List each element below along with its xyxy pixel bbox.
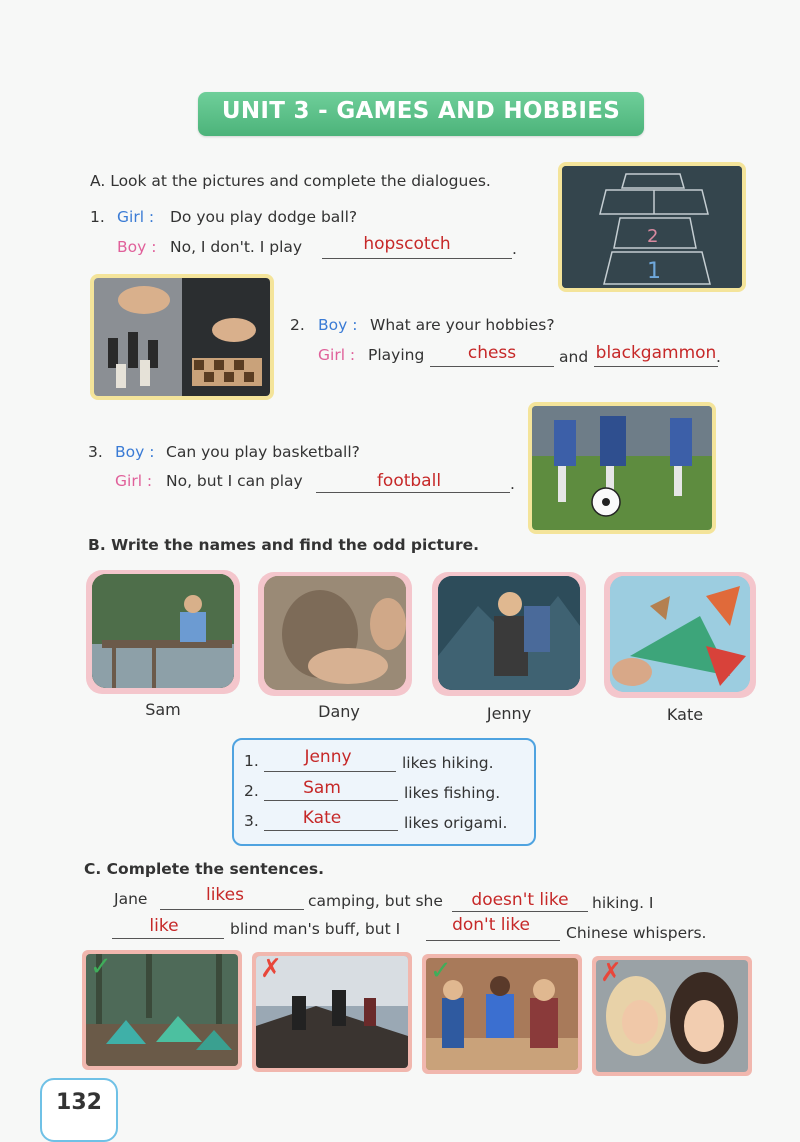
q3-number: 3. — [88, 443, 103, 461]
section-b-text: Write the names and find the odd picture. — [111, 536, 480, 554]
c-s1-line-1 — [160, 909, 304, 910]
q3-blank-line — [316, 492, 510, 493]
q1-blank-line — [322, 258, 512, 259]
section-a-text: Look at the pictures and complete the dialogues. — [110, 172, 491, 190]
page-number-badge — [40, 1078, 118, 1142]
c-s2-line-1 — [112, 938, 224, 939]
section-a-instruction — [90, 172, 491, 190]
b-item-3-text: likes origami. — [404, 814, 508, 832]
q1-question: Do you play dodge ball? — [170, 208, 358, 226]
page-number: 132 — [56, 1090, 102, 1115]
section-c-text: Complete the sentences. — [106, 860, 324, 878]
svg-text:1: 1 — [647, 259, 661, 284]
q1-period: . — [512, 240, 517, 258]
football-drawing — [532, 406, 712, 530]
b-item-2-line — [264, 800, 398, 801]
c-s2-answer-2: don't like — [452, 915, 530, 935]
c-s2-line-2 — [426, 940, 560, 941]
c-s1-line-2 — [452, 911, 588, 912]
hiking-drawing — [438, 576, 580, 690]
q1-speaker-girl: Girl : — [117, 208, 155, 226]
q2-question: What are your hobbies? — [370, 316, 555, 334]
unit-title: UNIT 3 - GAMES AND HOBBIES — [221, 98, 621, 124]
b-item-2-answer: Sam — [303, 778, 341, 798]
name-kate: Kate — [666, 705, 704, 724]
b-item-2-text: likes fishing. — [404, 784, 501, 802]
check-icon: ✓ — [90, 952, 112, 982]
c-s1-c: hiking. I — [592, 894, 654, 912]
q2-answer-1: chess — [467, 343, 517, 363]
q1-answer-prefix: No, I don't. I play — [170, 238, 303, 256]
name-sam: Sam — [145, 700, 181, 719]
b-item-1-line — [264, 771, 396, 772]
name-jenny: Jenny — [486, 704, 532, 723]
c-s1-b: camping, but she — [308, 892, 443, 910]
q2-answer-2: blackgammon — [595, 343, 717, 363]
section-c-letter: C. — [84, 860, 102, 878]
cross-icon: ✗ — [600, 958, 622, 988]
q2-and: and — [559, 348, 589, 366]
section-a-letter: A. — [90, 172, 106, 190]
q2-answer-prefix: Playing — [368, 346, 425, 364]
c-s1-answer-1: likes — [205, 885, 244, 905]
b-item-1-number: 1. — [244, 752, 259, 770]
c-s1-a: Jane — [114, 890, 148, 908]
section-c-instruction — [84, 860, 324, 878]
clay-drawing — [264, 576, 406, 690]
q3-speaker-girl: Girl : — [115, 472, 153, 490]
q2-speaker-girl: Girl : — [318, 346, 356, 364]
hiking-card — [252, 952, 412, 1072]
unit-title-banner — [198, 92, 644, 136]
b-item-3-answer: Kate — [302, 808, 342, 828]
svg-text:2: 2 — [647, 226, 659, 247]
q2-blank-line-1 — [430, 366, 554, 367]
q2-blank-line-2 — [594, 366, 718, 367]
b-item-3-number: 3. — [244, 812, 259, 830]
q2-speaker-boy: Boy : — [318, 316, 358, 334]
football-image — [532, 406, 712, 530]
check-icon: ✓ — [430, 956, 452, 986]
photo-card-fishing — [86, 570, 240, 694]
q1-speaker-boy: Boy : — [117, 238, 157, 256]
q3-answer-prefix: No, but I can play — [166, 472, 303, 490]
q1-number: 1. — [90, 208, 105, 226]
chinese-whispers-card — [592, 956, 752, 1076]
q3-period: . — [510, 475, 515, 493]
q2-period: . — [716, 348, 721, 366]
name-dany: Dany — [318, 702, 360, 721]
origami-drawing — [610, 576, 750, 692]
c-s1-answer-2: doesn't like — [471, 890, 569, 910]
blind-mans-buff-card — [422, 954, 582, 1074]
b-item-1-answer: Jenny — [304, 747, 352, 767]
hopscotch-drawing — [562, 166, 742, 288]
photo-card-hiking — [432, 572, 586, 696]
b-item-1-text: likes hiking. — [402, 754, 494, 772]
q2-number: 2. — [290, 316, 305, 334]
photo-card-clay — [258, 572, 412, 696]
camping-card — [82, 950, 242, 1070]
cross-icon: ✗ — [260, 954, 282, 984]
q3-question: Can you play basketball? — [166, 443, 360, 461]
fishing-drawing — [92, 574, 234, 688]
c-s2-answer-1: like — [149, 916, 179, 936]
q3-answer: football — [376, 471, 442, 491]
section-b-letter: B. — [88, 536, 106, 554]
chess-drawing — [94, 278, 270, 396]
c-s2-a: blind man's buff, but I — [230, 920, 401, 938]
hopscotch-image — [562, 166, 742, 288]
b-item-3-line — [264, 830, 398, 831]
q3-speaker-boy: Boy : — [115, 443, 155, 461]
section-b-instruction — [88, 536, 479, 554]
q1-answer: hopscotch — [363, 234, 451, 254]
chess-image — [94, 278, 270, 396]
photo-card-origami — [604, 572, 756, 698]
b-item-2-number: 2. — [244, 782, 259, 800]
c-s2-b: Chinese whispers. — [566, 924, 707, 942]
